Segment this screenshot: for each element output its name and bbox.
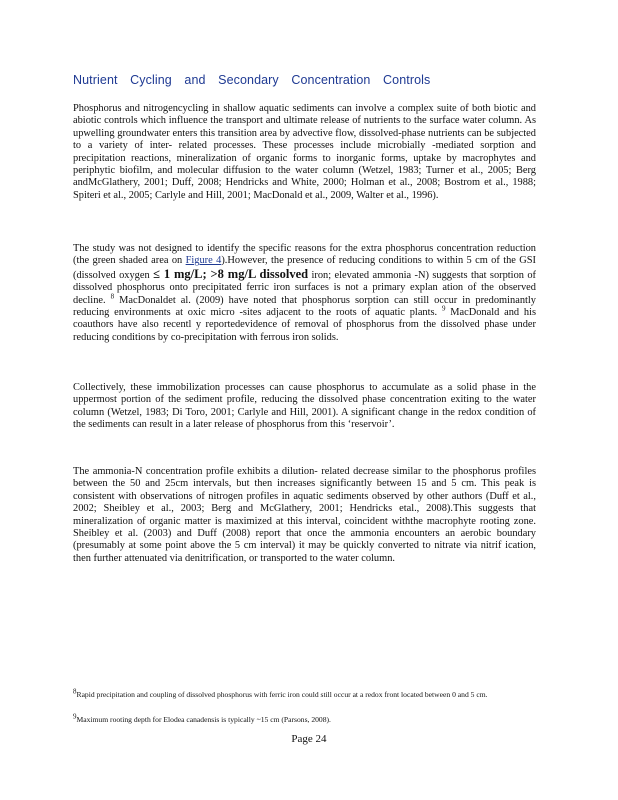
footnote-8-number: 8 (73, 687, 77, 696)
footnote-8-text: Rapid precipitation and coupling of dissolved phosphorus with ferric iron could still occur at a redox front located between 0 and 5 cm. (76, 690, 488, 699)
paragraph-2-text-a: The study was not designed to identify the specific reasons for the extra phosphorus concentration reduction (the green shaded area on (73, 243, 536, 267)
oxygen-formula: ≤ 1 mg/L; >8 mg/L dissolved (153, 266, 309, 281)
footnote-9 (73, 712, 536, 724)
paragraph-2 (73, 243, 536, 344)
footnote-8 (73, 687, 536, 699)
paragraph-1: Phosphorus and nitrogencycling in shallow aquatic sediments can involve a complex suite of both biotic and abiotic controls which influence the transport and ultimate release of nutrients to the surface water column. As upwelling groundwater enters this transition area by advective flow, dissolved-phase nutrients can be subjected to a variety of inter- related processes. These processes include microbially -mediated sorption and precipitation reactions, mineralization of organic forms to inorganic forms, uptake by macrophytes and periphytic biofilm, and molecular diffusion to the water column (Wetzel, 1983; Turner et al., 2005; Berg andMcGlathery, 2001; Duff, 2008; Hendricks and White, 2000; Holman et al., 2008; Bostrom et al., 1988; Spiteri et al., 2005; Carlyle and Hill, 2001; MacDonald et al., 2009, Walter et al., 1996). (73, 103, 536, 201)
paragraph-2-text-d: MacDonaldet al. (2009) have noted that phosphorus sorption can still occur in predominantly reducing environments at oxic micro -sites adjacent to the roots of aquatic plants. (73, 294, 536, 319)
paragraph-2-text-c: iron; elevated ammonia -N) suggests that sorption of dissolved phosphorus onto precipitated ferric iron surfaces is not a primary explan ation of the observed decline. (73, 269, 536, 306)
paragraph-2-text-b: ).However, the presence of reducing conditions to within 5 cm of the GSI (dissolved oxygen (73, 255, 536, 281)
footnote-ref-8[interactable]: 8 (110, 292, 115, 301)
page-number: Page 24 (291, 733, 327, 745)
paragraph-2-text-e: MacDonald and his coauthors have also recentl y reportedevidence of removal of phosphorus from the dissolved phase under reducing conditions by co-precipitation with ferrous iron solids. (73, 307, 536, 343)
footnote-9-text: Maximum rooting depth for Elodea canadensis is typically ~15 cm (Parsons, 2008). (76, 715, 331, 724)
footnote-ref-9[interactable]: 9 (441, 304, 446, 313)
paragraph-3: Collectively, these immobilization processes can cause phosphorus to accumulate as a solid phase in the uppermost portion of the sediment profile, reducing the dissolved phase concentration exiting to the water column (Wetzel, 1983; Di Toro, 2001; Carlyle and Hill, 2001). A significant change in the redox condition of the sediments can result in a later release of phosphorus from this ‘reservoir’. (73, 382, 536, 431)
paragraph-4: The ammonia-N concentration profile exhibits a dilution- related decrease similar to the phosphorus profiles between the 50 and 25cm intervals, but then increases significantly between 15 and 5 cm. This peak is consistent with observations of nitrogen profiles in aquatic sediments observed by other authors (Duff et al., 2002; Sheibley et al., 2003; Berg and McGlathery, 2001; Hendricks etal., 2008).This suggests that mineralization of organic matter is maximized at this interval, coincident withthe macrophyte rooting zone. Sheibley et al. (2003) and Duff (2008) report that once the ammonia encounters an aerobic boundary (presumably at some point above the 5 cm interval) it may be quickly converted to nitrate via nitrif ication, then further attenuated via denitrification, or transported to the water column. (73, 466, 536, 564)
section-heading: Nutrient Cycling and Secondary Concentration Controls (73, 73, 431, 87)
figure-4-link[interactable]: Figure 4 (185, 255, 222, 267)
footnote-9-number: 9 (73, 712, 77, 721)
